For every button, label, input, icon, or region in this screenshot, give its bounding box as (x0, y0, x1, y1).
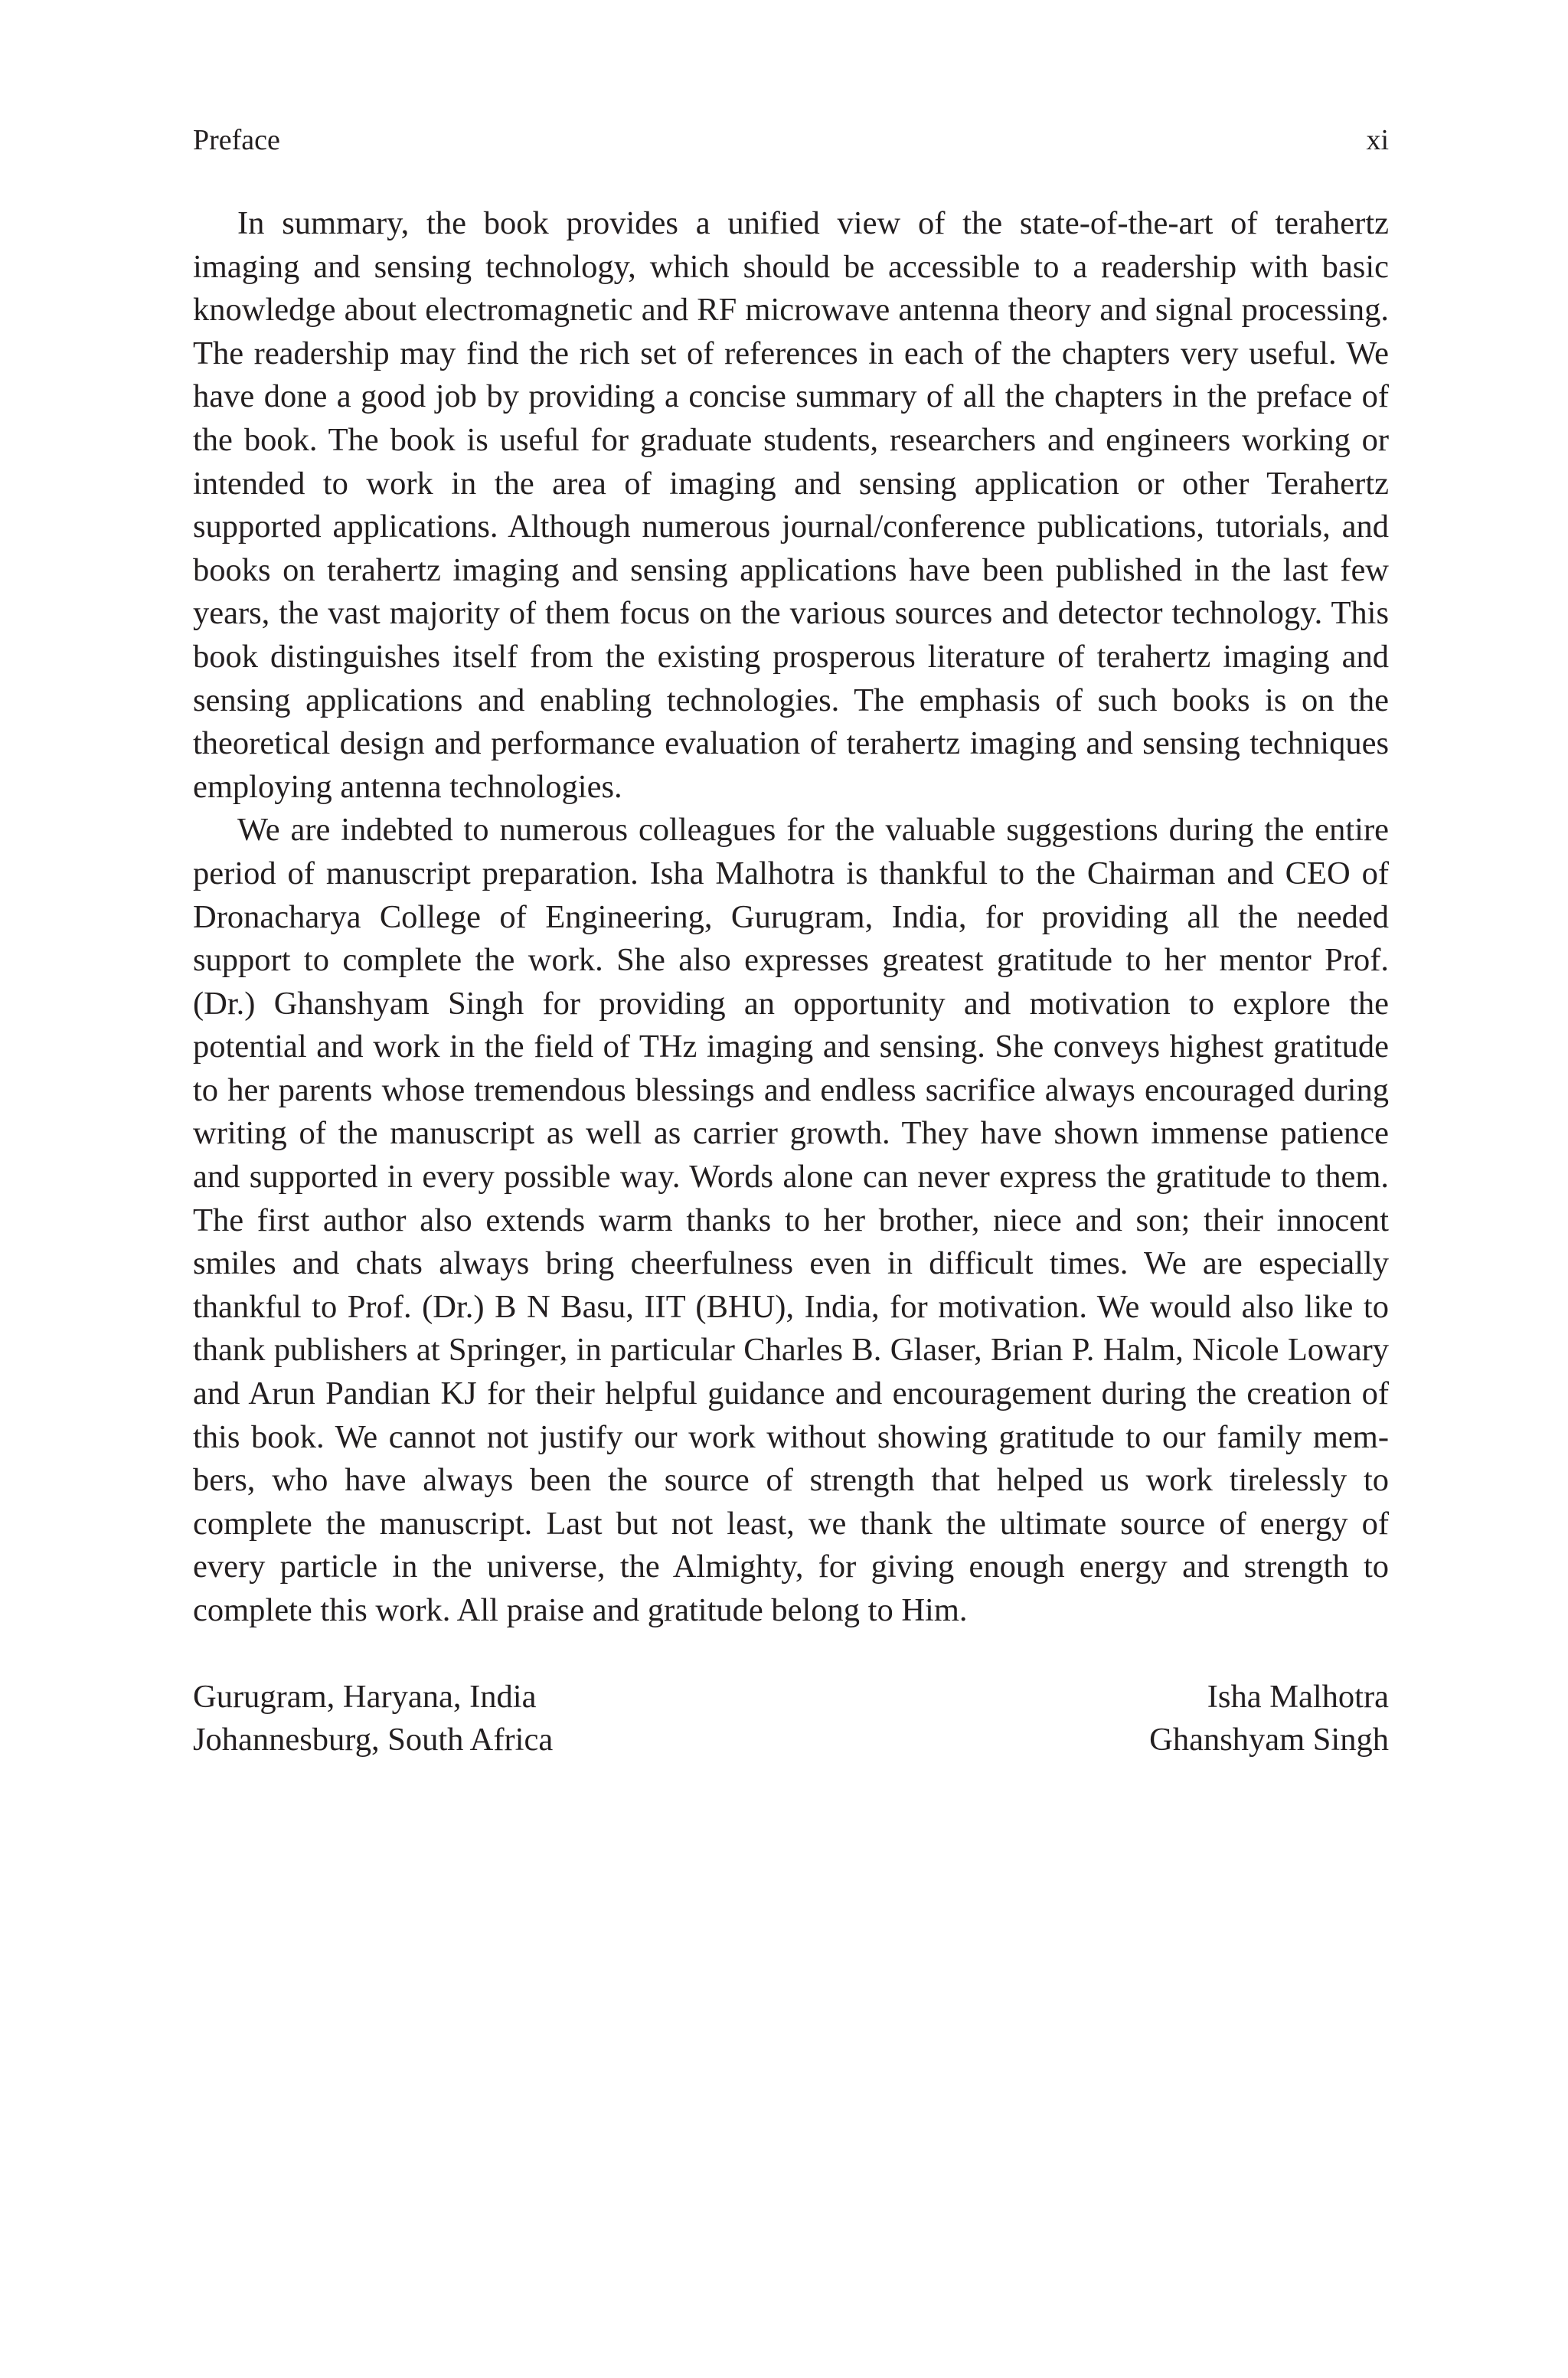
location-line: Gurugram, Haryana, India (193, 1678, 537, 1715)
book-page (193, 123, 1389, 1762)
running-head-section: Preface (193, 124, 280, 156)
running-head (193, 123, 1389, 158)
paragraph-acknowledgements: We are indebted to numerous colleagues for the valuable suggestions during the entire period of manuscript preparation. Isha Malhotra is thankful to the Chairman and CEO of Dronacharya College of Engineering, Gurugram, India, for providing all the needed support to complete the work. She also expresses greatest gratitude to her mentor Prof. (Dr.) Ghanshyam Singh for providing an opportunity and motivation to explore the potential and work in the field of THz imaging and sensing. She conveys highest gratitude to her parents whose tremendous blessings and endless sacrifice always encouraged during writing of the manuscript as well as carrier growth. They have shown immense patience and supported in every possible way. Words alone can never express the gratitude to them. The first author also extends warm thanks to her brother, niece and son; their innocent smiles and chats always bring cheerfulness even in difficult times. We are especially thankful to Prof. (Dr.) B N Basu, IIT (BHU), India, for motivation. We would also like to thank publishers at Springer, in particular Charles B. Glaser, Brian P. Halm, Nicole Lowary and Arun Pandian KJ for their helpful guidance and encouragement during the creation of this book. We cannot not justify our work without showing gratitude to our family members, who have always been the source of strength that helped us work tirelessly to complete the manuscript. Last but not least, we thank the ultimate source of energy of every particle in the universe, the Almighty, for giving enough energy and strength to complete this work. All praise and gratitude belong to Him. (193, 812, 1389, 1628)
signoff-authors (1149, 1676, 1389, 1762)
location-line: Johannesburg, South Africa (193, 1722, 554, 1758)
preface-body (193, 202, 1389, 1633)
signoff (193, 1676, 1389, 1762)
author-name: Isha Malhotra (1207, 1678, 1389, 1715)
paragraph-summary: In summary, the book provides a unified view of the state-of-the-art of terahertz imaging and sensing technology, which should be accessible to a readership with basic knowledge about electromagnetic and RF microwave antenna theory and signal processing. The readership may find the rich set of references in each of the chapters very useful. We have done a good job by providing a concise summary of all the chapters in the preface of the book. The book is useful for graduate students, researchers and engineers working or intended to work in the area of imaging and sensing application or other Terahertz supported applications. Although numerous journal/conference publications, tutorials, and books on terahertz imaging and sensing applications have been published in the last few years, the vast majority of them focus on the various sources and detector technology. This book distinguishes itself from the existing prosperous literature of terahertz imaging and sensing applications and enabling technologies. The emphasis of such books is on the theoretical design and performance evaluation of terahertz imaging and sensing techniques employing antenna technologies. (193, 205, 1389, 805)
author-name: Ghanshyam Singh (1149, 1722, 1389, 1758)
page-number: xi (1366, 124, 1389, 156)
signoff-locations (193, 1676, 553, 1762)
